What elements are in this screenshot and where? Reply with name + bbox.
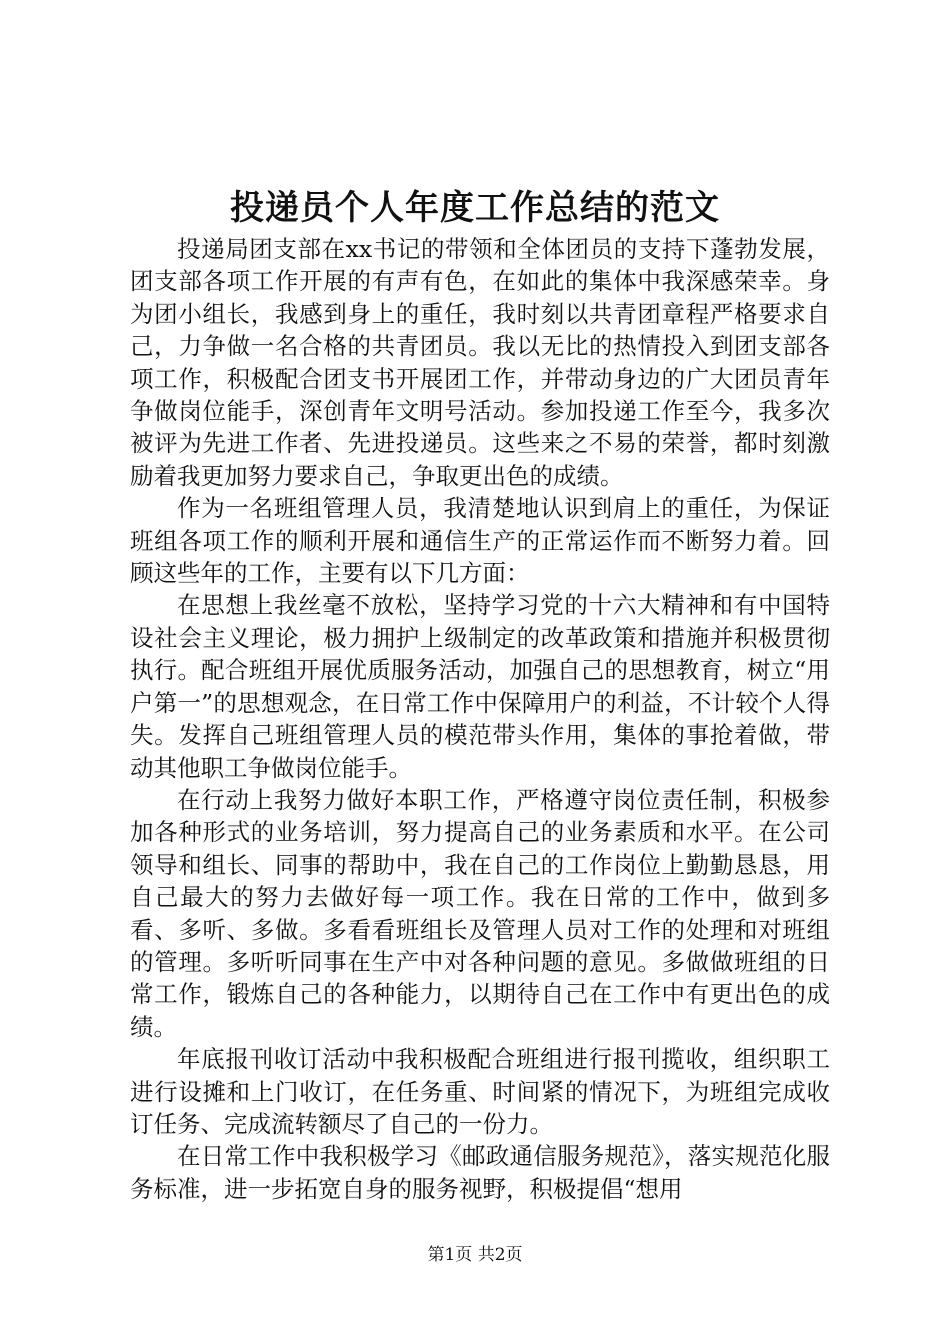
document-body bbox=[130, 233, 830, 1205]
paragraph-4: 在行动上我努力做好本职工作，严格遵守岗位责任制，积极参加各种形式的业务培训，努力提高自己的业务素质和水平。在公司领导和组长、同事的帮助中，我在自己的工作岗位上勤勤恳恳，用自己最大的努力去做好每一项工作。我在日常的工作中，做到多看、多听、多做。多看看班组长及管理人员对工作的处理和对班组的管理。多听听同事在生产中对各种问题的意见。多做做班组的日常工作，锻炼自己的各种能力，以期待自己在工作中有更出色的成绩。 bbox=[130, 785, 830, 1041]
paragraph-6: 在日常工作中我积极学习《邮政通信服务规范》，落实规范化服务标准，进一步拓宽自身的服务视野，积极提倡“想用 bbox=[130, 1142, 830, 1203]
paragraph-1: 投递局团支部在xx书记的带领和全体团员的支持下蓬勃发展，团支部各项工作开展的有声有色，在如此的集体中我深感荣幸。身为团小组长，我感到身上的重任，我时刻以共青团章程严格要求自己，力争做一名合格的共青团员。我以无比的热情投入到团支部各项工作，积极配合团支书开展团工作，并带动身边的广大团员青年争做岗位能手，深创青年文明号活动。参加投递工作至今，我多次被评为先进工作者、先进投递员。这些来之不易的荣誉，都时刻激励着我更加努力要求自己，争取更出色的成绩。 bbox=[130, 235, 830, 490]
paragraph-3: 在思想上我丝毫不放松，坚持学习党的十六大精神和有中国特设社会主义理论，极力拥护上级制定的改革政策和措施并积极贯彻执行。配合班组开展优质服务活动，加强自己的思想教育，树立“用户第一”的思想观念，在日常工作中保障用户的利益，不计较个人得失。发挥自己班组管理人员的模范带头作用，集体的事抢着做，带动其他职工争做岗位能手。 bbox=[130, 591, 830, 782]
document-title: 投递员个人年度工作总结的范文 bbox=[230, 188, 720, 228]
paragraph-2: 作为一名班组管理人员，我清楚地认识到肩上的重任，为保证班组各项工作的顺利开展和通信生产的正常运作而不断努力着。回顾这些年的工作，主要有以下几方面： bbox=[130, 494, 830, 588]
page-footer: 第1页 共2页 bbox=[427, 1245, 523, 1265]
paragraph-5: 年底报刊收订活动中我积极配合班组进行报刊揽收，组织职工进行设摊和上门收订，在任务重、时间紧的情况下，为班组完成收订任务、完成流转额尽了自己的一份力。 bbox=[130, 1045, 830, 1138]
